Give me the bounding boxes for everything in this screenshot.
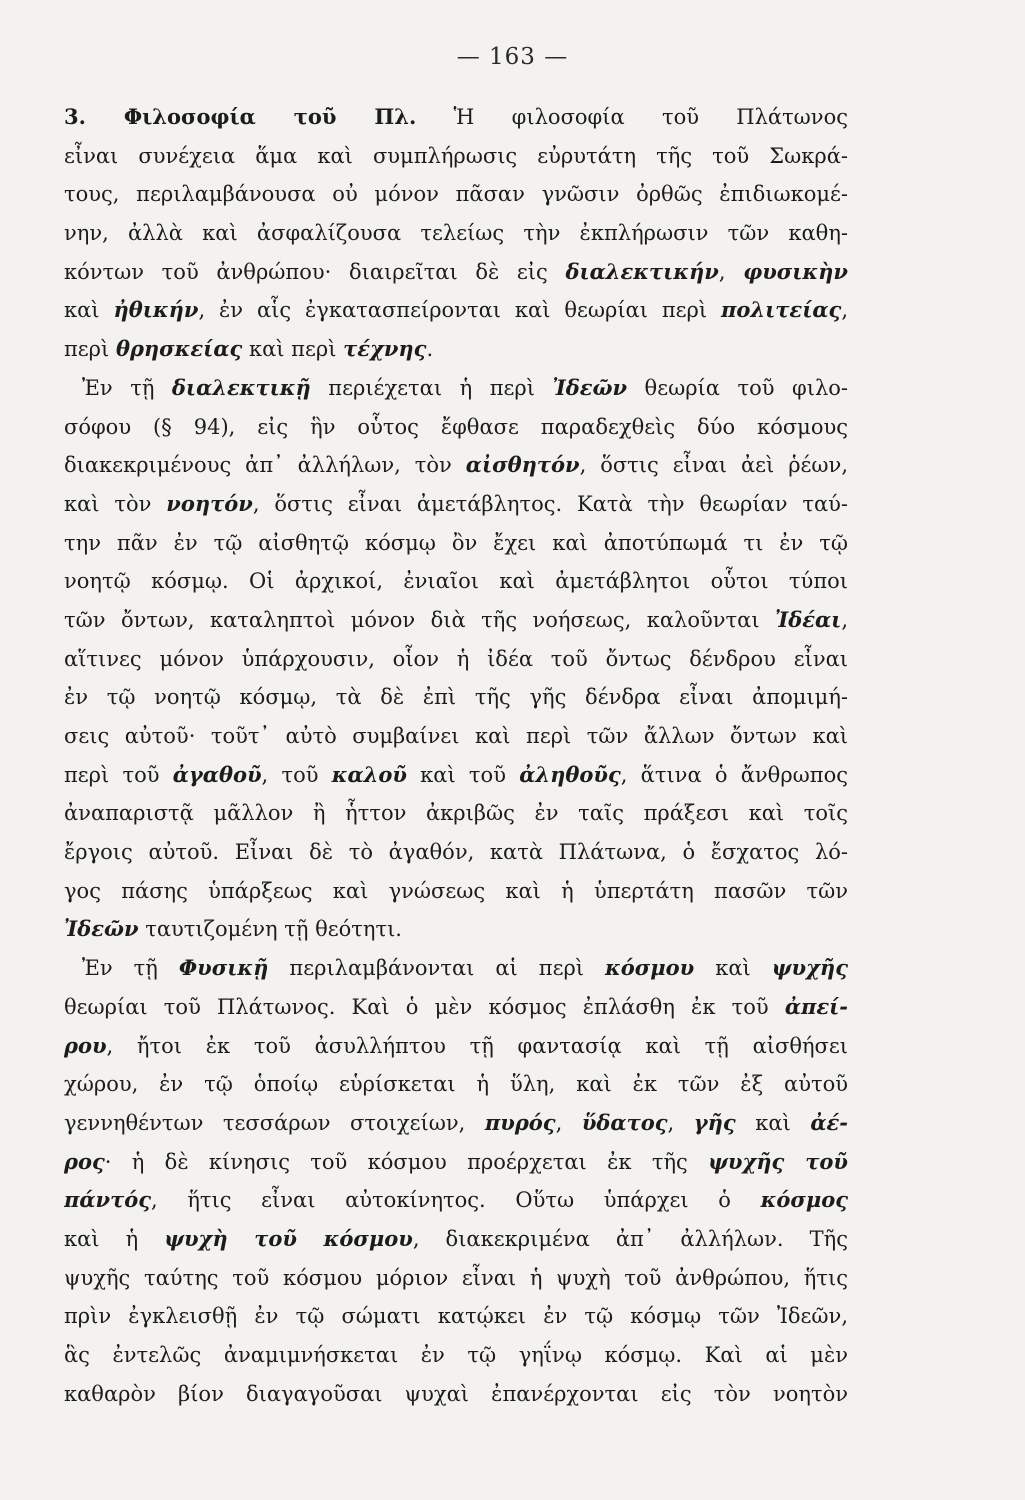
text-run: γος πάσης ὑπάρξεως καὶ γνώσεως καὶ ἡ ὑπερτάτη πασῶν τῶν	[64, 878, 848, 903]
emphasized-term: νοητόν	[166, 490, 253, 516]
text-line	[64, 910, 848, 949]
emphasized-term: Ἰδεῶν	[64, 916, 139, 942]
text-run: ,	[718, 259, 744, 284]
section-heading: 3. Φιλοσοφία τοῦ Πλ.	[64, 104, 417, 129]
text-line	[64, 1297, 848, 1336]
text-line	[64, 756, 848, 795]
emphasized-term: ἀγαθοῦ	[172, 761, 262, 787]
emphasized-term: ρος	[64, 1148, 105, 1174]
text-line	[64, 291, 848, 330]
emphasized-term: κόσμος	[760, 1187, 848, 1213]
emphasized-term: ὕδατος	[581, 1109, 668, 1135]
emphasized-term: κόσμου	[605, 955, 695, 981]
emphasized-term: πάντός	[64, 1187, 152, 1213]
text-line	[64, 1143, 848, 1182]
text-run: καὶ τοῦ	[406, 762, 520, 787]
emphasized-term: ἀληθοῦς	[519, 761, 621, 787]
text-line	[64, 1065, 848, 1104]
emphasized-term: αἰσθητόν	[465, 452, 580, 478]
emphasized-term: ψυχὴ τοῦ κόσμου	[164, 1225, 413, 1251]
body-text	[64, 98, 848, 1413]
text-line	[64, 1220, 848, 1259]
text-line	[64, 872, 848, 911]
emphasized-term: πυρός	[484, 1109, 556, 1135]
emphasized-term: θρησκείας	[115, 336, 243, 362]
text-line	[64, 485, 848, 524]
text-run: γεννηθέντων τεσσάρων στοιχείων,	[64, 1110, 485, 1135]
text-run: , ἤτοι ἐκ τοῦ ἀσυλλήπτου τῇ φαντασίᾳ καὶ τῇ αἰσθήσει	[106, 1033, 848, 1058]
text-line	[64, 137, 848, 176]
text-line	[64, 175, 848, 214]
text-run: καὶ τὸν	[64, 491, 167, 516]
text-run: σόφου (§ 94), εἰς ἣν οὗτος ἔφθασε παραδεχθεὶς δύο κόσμους	[64, 414, 848, 439]
text-line	[64, 408, 848, 447]
emphasized-term: ἀέ-	[810, 1109, 848, 1135]
text-line	[64, 640, 848, 679]
text-run: ψυχῆς ταύτης τοῦ κόσμου μόριον εἶναι ἡ ψυχὴ τοῦ ἀνθρώπου, ἥτις	[64, 1265, 848, 1290]
emphasized-term: φυσικὴν	[743, 258, 848, 284]
text-run: ἐν τῷ νοητῷ κόσμῳ, τὰ δὲ ἐπὶ τῆς γῆς δένδρα εἶναι ἀπομιμή-	[64, 685, 848, 710]
text-run: θεωρίαι τοῦ Πλάτωνος. Καὶ ὁ μὲν κόσμος ἐπλάσθη ἐκ τοῦ	[64, 994, 785, 1019]
text-run: εἶναι συνέχεια ἅμα καὶ συμπλήρωσις εὐρυτάτη τῆς τοῦ Σωκρά-	[64, 143, 848, 168]
text-line	[64, 369, 848, 408]
text-run: , ὅστις εἶναι ἀεὶ ῥέων,	[579, 453, 848, 478]
text-line	[64, 446, 848, 485]
text-run: .	[426, 337, 434, 362]
text-run: , ἥτις εἶναι αὐτοκίνητος. Οὕτω ὑπάρχει ὁ	[151, 1188, 761, 1213]
text-run: αἵτινες μόνον ὑπάρχουσιν, οἷον ἡ ἰδέα τοῦ ὄντως δένδρου εἶναι	[64, 646, 848, 671]
text-run: θεωρία τοῦ φιλο-	[627, 375, 848, 400]
emphasized-term: γῆς	[693, 1109, 736, 1135]
text-run: κόντων τοῦ ἀνθρώπου· διαιρεῖται δὲ εἰς	[64, 259, 566, 284]
text-run: καὶ περὶ	[242, 337, 344, 362]
emphasized-term: καλοῦ	[331, 761, 407, 787]
text-line	[64, 1259, 848, 1298]
text-run: περὶ	[64, 337, 116, 362]
text-line	[64, 98, 848, 137]
text-line	[64, 717, 848, 756]
emphasized-term: πολιτείας	[721, 297, 842, 323]
text-line	[64, 1104, 848, 1143]
text-run: ,	[841, 607, 848, 632]
text-line	[64, 1336, 848, 1375]
text-run: νην, ἀλλὰ καὶ ἀσφαλίζουσα τελείως τὴν ἐκπλήρωσιν τῶν καθη-	[64, 221, 848, 246]
emphasized-term: ἀπεί-	[784, 993, 848, 1019]
text-run: ταυτιζομένη τῇ θεότητι.	[138, 917, 402, 942]
text-run: · ἡ δὲ κίνησις τοῦ κόσμου προέρχεται ἐκ τῆς	[104, 1149, 709, 1174]
emphasized-term: Φυσικῇ	[178, 955, 269, 981]
text-run: περιλαμβάνονται αἱ περὶ	[268, 956, 606, 981]
text-line	[64, 214, 848, 253]
text-line	[64, 524, 848, 563]
text-run: Ἐν τῇ	[82, 956, 179, 981]
text-line	[64, 601, 848, 640]
text-run: Ἐν τῇ	[82, 375, 172, 400]
text-run: ,	[841, 298, 848, 323]
text-line	[64, 1375, 848, 1414]
emphasized-term: τέχνης	[343, 336, 427, 362]
text-line	[64, 1181, 848, 1220]
text-line	[64, 1027, 848, 1066]
text-run: χώρου, ἐν τῷ ὁποίῳ εὑρίσκεται ἡ ὕλη, καὶ ἐκ τῶν ἐξ αὐτοῦ	[64, 1072, 848, 1097]
text-run: τους, περιλαμβάνουσα οὐ μόνον πᾶσαν γνῶσιν ὀρθῶς ἐπιδιωκομέ-	[64, 182, 848, 207]
text-run: , ἅτινα ὁ ἄνθρωπος	[620, 762, 848, 787]
text-line	[64, 253, 848, 292]
text-run: ἃς ἐντελῶς ἀναμιμνήσκεται ἐν τῷ γηΐνῳ κόσμῳ. Καὶ αἱ μὲν	[64, 1343, 848, 1367]
text-run: περιέχεται ἡ περὶ	[310, 375, 553, 400]
text-run: καθαρὸν βίον διαγαγοῦσαι ψυχαὶ ἐπανέρχονται εἰς τὸν νοητὸν	[64, 1381, 848, 1406]
text-line	[64, 678, 848, 717]
text-run: την πᾶν ἐν τῷ αἰσθητῷ κόσμῳ ὂν ἔχει καὶ ἀποτύπωμά τι ἐν τῷ	[64, 530, 848, 555]
text-line	[64, 988, 848, 1027]
text-run: ἔργοις αὐτοῦ. Εἶναι δὲ τὸ ἀγαθόν, κατὰ Πλάτωνα, ὁ ἔσχατος λό-	[64, 840, 848, 865]
emphasized-term: Ἰδεῶν	[552, 374, 628, 400]
emphasized-term: ἠθικήν	[113, 297, 199, 323]
text-run: , ἐν αἷς ἐγκατασπείρονται καὶ θεωρίαι περὶ	[198, 298, 722, 323]
text-run: σεις αὐτοῦ· τοῦτ᾿ αὐτὸ συμβαίνει καὶ περὶ τῶν ἄλλων ὄντων καὶ	[64, 724, 848, 748]
text-run: καὶ	[64, 298, 114, 323]
text-run: πρὶν ἐγκλεισθῇ ἐν τῷ σώματι κατῴκει ἐν τῷ κόσμῳ τῶν Ἰδεῶν,	[64, 1304, 848, 1329]
text-run: Ἡ φιλοσοφία τοῦ Πλάτωνος	[416, 105, 848, 129]
text-line	[64, 562, 848, 601]
emphasized-term: ψυχῆς	[771, 955, 848, 981]
text-run: καὶ	[694, 956, 772, 981]
text-run: τῶν ὄντων, καταληπτοὶ μόνον διὰ τῆς νοήσεως, καλοῦνται	[64, 607, 775, 632]
text-line	[64, 330, 848, 369]
text-run: , ὅστις εἶναι ἀμετάβλητος. Κατὰ τὴν θεωρίαν ταύ-	[252, 491, 848, 516]
text-run: καὶ	[735, 1110, 811, 1135]
text-line	[64, 833, 848, 872]
text-run: , διακεκριμένα ἀπ᾿ ἀλλήλων. Τῆς	[412, 1226, 848, 1251]
text-run: , τοῦ	[261, 762, 332, 787]
text-run: διακεκριμένους ἀπ᾿ ἀλλήλων, τὸν	[64, 453, 466, 478]
text-run: ,	[667, 1110, 694, 1135]
emphasized-term: Ἰδέαι	[775, 606, 842, 632]
emphasized-term: ρου	[64, 1032, 107, 1058]
text-run: ,	[555, 1110, 582, 1135]
text-run: ἀναπαριστᾷ μᾶλλον ἢ ἧττον ἀκριβῶς ἐν ταῖς πράξεσι καὶ τοῖς	[64, 801, 848, 826]
text-run: καὶ ἡ	[64, 1226, 165, 1251]
emphasized-term: ψυχῆς τοῦ	[708, 1148, 848, 1174]
page-number: — 163 —	[456, 44, 569, 70]
emphasized-term: διαλεκτικῇ	[171, 374, 311, 400]
emphasized-term: διαλεκτικήν	[565, 258, 719, 284]
text-run: περὶ τοῦ	[64, 762, 173, 787]
text-line	[64, 949, 848, 988]
text-line	[64, 794, 848, 833]
text-run: νοητῷ κόσμῳ. Οἱ ἀρχικοί, ἐνιαῖοι καὶ ἀμετάβλητοι οὗτοι τύποι	[64, 569, 848, 594]
